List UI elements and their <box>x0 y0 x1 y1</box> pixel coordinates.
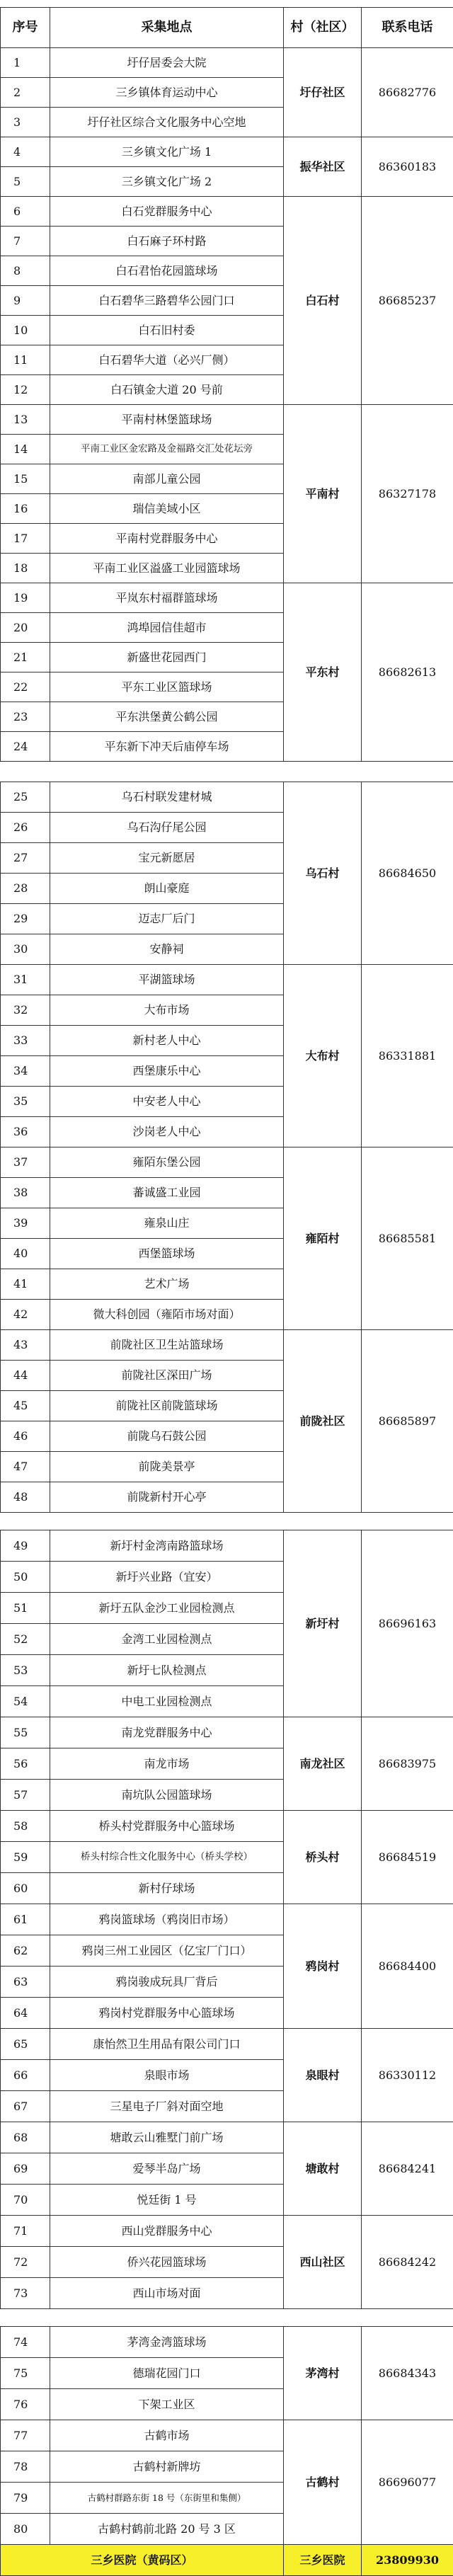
index-cell: 65 <box>1 2029 50 2060</box>
table-row <box>1 1330 453 1361</box>
location-cell: 平东新下冲天后庙停车场 <box>50 732 284 762</box>
index-cell: 71 <box>1 2216 50 2247</box>
index-cell: 38 <box>1 1178 50 1208</box>
location-cell: 雍陌东堡公园 <box>50 1147 284 1178</box>
index-cell: 48 <box>1 1482 50 1513</box>
location-cell: 新圩兴业路（宜安） <box>50 1562 284 1593</box>
location-cell: 塘敢云山雅墅门前广场 <box>50 2122 284 2153</box>
location-cell: 前陇乌石鼓公园 <box>50 1421 284 1452</box>
block-gap <box>0 2309 453 2326</box>
location-cell: 三乡镇文化广场 1 <box>50 137 284 167</box>
location-cell: 前陇美景亭 <box>50 1452 284 1482</box>
location-cell: 前陇社区卫生站篮球场 <box>50 1330 284 1361</box>
index-cell: 60 <box>1 1873 50 1904</box>
phone-cell: 86696163 <box>362 1530 453 1717</box>
village-cell: 塘敢村 <box>284 2122 362 2216</box>
location-cell: 新盛世花园西门 <box>50 643 284 672</box>
location-cell: 新圩五队金沙工业园检测点 <box>50 1593 284 1624</box>
table-block-3 <box>0 1530 453 2309</box>
index-cell: 10 <box>1 316 50 345</box>
index-cell: 8 <box>1 256 50 286</box>
index-cell: 14 <box>1 435 50 464</box>
table-header-row <box>1 8 453 48</box>
table-row <box>1 405 453 435</box>
location-cell: 古鹤村群路东街 18 号（东街里和集侧） <box>50 2483 284 2514</box>
location-cell: 三乡医院（黄码区） <box>1 2545 284 2576</box>
index-cell: 67 <box>1 2091 50 2122</box>
phone-cell: 86684242 <box>362 2216 453 2309</box>
location-cell: 沙岗老人中心 <box>50 1117 284 1147</box>
village-cell: 西山社区 <box>284 2216 362 2309</box>
location-cell: 蕃诚盛工业园 <box>50 1178 284 1208</box>
index-cell: 16 <box>1 494 50 524</box>
index-cell: 73 <box>1 2278 50 2309</box>
index-cell: 57 <box>1 1780 50 1811</box>
location-cell: 安静祠 <box>50 934 284 965</box>
location-cell: 南龙市场 <box>50 1748 284 1780</box>
index-cell: 44 <box>1 1361 50 1391</box>
page <box>0 7 453 2429</box>
table-row <box>1 137 453 167</box>
phone-cell: 86360183 <box>362 137 453 197</box>
village-cell: 圩仔社区 <box>284 48 362 137</box>
index-cell: 12 <box>1 375 50 405</box>
phone-cell: 86327178 <box>362 405 453 583</box>
location-cell: 平岚东村福群篮球场 <box>50 583 284 613</box>
index-cell: 43 <box>1 1330 50 1361</box>
index-cell: 6 <box>1 197 50 227</box>
village-cell: 桥头村 <box>284 1811 362 1904</box>
location-cell: 三乡镇体育运动中心 <box>50 78 284 108</box>
village-cell: 雍陌村 <box>284 1147 362 1330</box>
location-cell: 乌石沟仔尾公园 <box>50 813 284 843</box>
location-cell: 康怡然卫生用品有限公司门口 <box>50 2029 284 2060</box>
index-cell: 27 <box>1 843 50 874</box>
village-cell: 泉眼村 <box>284 2029 362 2122</box>
index-cell: 75 <box>1 2358 50 2389</box>
index-cell: 2 <box>1 78 50 108</box>
index-cell: 9 <box>1 286 50 316</box>
index-cell: 78 <box>1 2451 50 2483</box>
location-cell: 三星电子厂斜对面空地 <box>50 2091 284 2122</box>
index-cell: 34 <box>1 1056 50 1087</box>
header-location: 采集地点 <box>50 8 284 48</box>
village-cell: 古鹤村 <box>284 2420 362 2545</box>
index-cell: 18 <box>1 554 50 583</box>
index-cell: 80 <box>1 2514 50 2545</box>
table-block-2 <box>0 782 453 1513</box>
location-cell: 南坑队公园篮球场 <box>50 1780 284 1811</box>
location-cell: 平湖篮球场 <box>50 965 284 995</box>
location-cell: 下架工业区 <box>50 2389 284 2420</box>
index-cell: 23 <box>1 702 50 732</box>
location-cell: 白石党群服务中心 <box>50 197 284 227</box>
location-cell: 平东工业区篮球场 <box>50 672 284 702</box>
location-cell: 白石麻子环村路 <box>50 227 284 256</box>
location-cell: 朗山豪庭 <box>50 874 284 904</box>
location-cell: 泉眼市场 <box>50 2060 284 2091</box>
location-cell: 古鹤村鹤前北路 20 号 3 区 <box>50 2514 284 2545</box>
index-cell: 25 <box>1 782 50 813</box>
index-cell: 13 <box>1 405 50 435</box>
index-cell: 63 <box>1 1967 50 1998</box>
location-cell: 南部儿童公园 <box>50 464 284 494</box>
index-cell: 72 <box>1 2247 50 2278</box>
location-cell: 新圩七队检测点 <box>50 1655 284 1686</box>
village-cell: 大布村 <box>284 965 362 1147</box>
index-cell: 64 <box>1 1998 50 2029</box>
index-cell: 54 <box>1 1686 50 1717</box>
index-cell: 40 <box>1 1239 50 1269</box>
location-cell: 白石旧村委 <box>50 316 284 345</box>
index-cell: 28 <box>1 874 50 904</box>
table-row <box>1 965 453 995</box>
location-cell: 前陇新村开心亭 <box>50 1482 284 1513</box>
phone-cell: 86682776 <box>362 48 453 137</box>
index-cell: 56 <box>1 1748 50 1780</box>
table-row <box>1 2029 453 2060</box>
location-cell: 古鹤市场 <box>50 2420 284 2451</box>
location-cell: 西堡篮球场 <box>50 1239 284 1269</box>
index-cell: 70 <box>1 2185 50 2216</box>
index-cell: 69 <box>1 2153 50 2185</box>
phone-cell: 86330112 <box>362 2029 453 2122</box>
phone-cell: 23809930 <box>362 2545 453 2576</box>
index-cell: 22 <box>1 672 50 702</box>
index-cell: 30 <box>1 934 50 965</box>
phone-cell: 86682613 <box>362 583 453 762</box>
location-cell: 爱琴半岛广场 <box>50 2153 284 2185</box>
table-row <box>1 782 453 813</box>
location-cell: 白石碧华大道（必兴厂侧） <box>50 345 284 375</box>
index-cell: 66 <box>1 2060 50 2091</box>
index-cell: 19 <box>1 583 50 613</box>
index-cell: 41 <box>1 1269 50 1300</box>
index-cell: 11 <box>1 345 50 375</box>
phone-cell: 86685581 <box>362 1147 453 1330</box>
index-cell: 3 <box>1 108 50 137</box>
index-cell: 79 <box>1 2483 50 2514</box>
location-cell: 白石君怡花园篮球场 <box>50 256 284 286</box>
location-cell: 圩仔社区综合文化服务中心空地 <box>50 108 284 137</box>
location-cell: 平南工业区金宏路及金福路交汇处花坛旁 <box>50 435 284 464</box>
table-row <box>1 1904 453 1935</box>
location-cell: 前陇社区前陇篮球场 <box>50 1391 284 1421</box>
location-cell: 平南村林堡篮球场 <box>50 405 284 435</box>
phone-cell: 86684650 <box>362 782 453 965</box>
table-row <box>1 1147 453 1178</box>
location-cell: 西山党群服务中心 <box>50 2216 284 2247</box>
index-cell: 58 <box>1 1811 50 1842</box>
table-block-4 <box>0 2326 453 2576</box>
location-cell: 新村仔球场 <box>50 1873 284 1904</box>
location-cell: 西山市场对面 <box>50 2278 284 2309</box>
index-cell: 68 <box>1 2122 50 2153</box>
block-gap <box>0 762 453 782</box>
location-cell: 南龙党群服务中心 <box>50 1717 284 1748</box>
table-row <box>1 2545 453 2576</box>
location-cell: 茅湾金湾篮球场 <box>50 2327 284 2358</box>
index-cell: 50 <box>1 1562 50 1593</box>
table-row <box>1 1530 453 1562</box>
index-cell: 20 <box>1 613 50 643</box>
index-cell: 33 <box>1 1026 50 1056</box>
phone-cell: 86685897 <box>362 1330 453 1513</box>
index-cell: 46 <box>1 1421 50 1452</box>
table-row <box>1 2420 453 2451</box>
location-cell: 艺术广场 <box>50 1269 284 1300</box>
village-cell: 振华社区 <box>284 137 362 197</box>
location-cell: 乌石村联发建材城 <box>50 782 284 813</box>
location-cell: 西堡康乐中心 <box>50 1056 284 1087</box>
index-cell: 49 <box>1 1530 50 1562</box>
index-cell: 42 <box>1 1300 50 1330</box>
header-village: 村（社区） <box>284 8 362 48</box>
location-cell: 鸦岗村党群服务中心篮球场 <box>50 1998 284 2029</box>
location-cell: 鸦岗篮球场（鸦岗旧市场） <box>50 1904 284 1935</box>
phone-cell: 86683975 <box>362 1717 453 1811</box>
location-cell: 迈志厂后门 <box>50 904 284 934</box>
location-cell: 平南工业区溢盛工业园篮球场 <box>50 554 284 583</box>
location-cell: 金湾工业园检测点 <box>50 1624 284 1655</box>
index-cell: 24 <box>1 732 50 762</box>
location-cell: 悦廷街 1 号 <box>50 2185 284 2216</box>
location-cell: 新村老人中心 <box>50 1026 284 1056</box>
location-cell: 桥头村综合性文化服务中心（桥头学校） <box>50 1842 284 1873</box>
location-cell: 德瑞花园门口 <box>50 2358 284 2389</box>
phone-cell: 86696077 <box>362 2420 453 2545</box>
phone-cell: 86684519 <box>362 1811 453 1904</box>
location-cell: 鸦岗骏成玩具厂背后 <box>50 1967 284 1998</box>
location-cell: 瑞信美域小区 <box>50 494 284 524</box>
location-cell: 白石碧华三路碧华公园门口 <box>50 286 284 316</box>
location-cell: 侨兴花园篮球场 <box>50 2247 284 2278</box>
location-cell: 微大科创园（雍陌市场对面） <box>50 1300 284 1330</box>
table-row <box>1 2122 453 2153</box>
index-cell: 62 <box>1 1935 50 1967</box>
location-cell: 平东洪堡黄公鹤公园 <box>50 702 284 732</box>
table-row <box>1 197 453 227</box>
phone-cell: 86685237 <box>362 197 453 405</box>
index-cell: 31 <box>1 965 50 995</box>
index-cell: 7 <box>1 227 50 256</box>
phone-cell: 86684241 <box>362 2122 453 2216</box>
table-row <box>1 2327 453 2358</box>
village-cell: 白石村 <box>284 197 362 405</box>
index-cell: 17 <box>1 524 50 554</box>
village-cell: 茅湾村 <box>284 2327 362 2420</box>
index-cell: 21 <box>1 643 50 672</box>
index-cell: 36 <box>1 1117 50 1147</box>
phone-cell: 86684343 <box>362 2327 453 2420</box>
location-cell: 桥头村党群服务中心篮球场 <box>50 1811 284 1842</box>
location-cell: 白石镇金大道 20 号前 <box>50 375 284 405</box>
table-row <box>1 2216 453 2247</box>
location-cell: 前陇社区深田广场 <box>50 1361 284 1391</box>
header-phone: 联系电话 <box>362 8 453 48</box>
table-block-1 <box>0 7 453 762</box>
village-cell: 三乡医院 <box>284 2545 362 2576</box>
location-cell: 圩仔居委会大院 <box>50 48 284 78</box>
table-row <box>1 583 453 613</box>
village-cell: 平南村 <box>284 405 362 583</box>
location-cell: 宝元新愿居 <box>50 843 284 874</box>
index-cell: 35 <box>1 1087 50 1117</box>
village-cell: 新圩村 <box>284 1530 362 1717</box>
location-cell: 古鹤村新牌坊 <box>50 2451 284 2483</box>
index-cell: 51 <box>1 1593 50 1624</box>
index-cell: 26 <box>1 813 50 843</box>
village-cell: 鸦岗村 <box>284 1904 362 2029</box>
table-row <box>1 48 453 78</box>
index-cell: 52 <box>1 1624 50 1655</box>
village-cell: 乌石村 <box>284 782 362 965</box>
location-cell: 鸦岗三州工业园区（亿宝厂门口） <box>50 1935 284 1967</box>
index-cell: 39 <box>1 1208 50 1239</box>
index-cell: 61 <box>1 1904 50 1935</box>
phone-cell: 86684400 <box>362 1904 453 2029</box>
index-cell: 74 <box>1 2327 50 2358</box>
location-cell: 三乡镇文化广场 2 <box>50 167 284 197</box>
index-cell: 4 <box>1 137 50 167</box>
location-cell: 雍泉山庄 <box>50 1208 284 1239</box>
village-cell: 平东村 <box>284 583 362 762</box>
block-gap <box>0 1513 453 1530</box>
index-cell: 55 <box>1 1717 50 1748</box>
index-cell: 76 <box>1 2389 50 2420</box>
index-cell: 77 <box>1 2420 50 2451</box>
location-cell: 中电工业园检测点 <box>50 1686 284 1717</box>
index-cell: 53 <box>1 1655 50 1686</box>
location-cell: 平南村党群服务中心 <box>50 524 284 554</box>
index-cell: 37 <box>1 1147 50 1178</box>
location-cell: 大布市场 <box>50 995 284 1026</box>
index-cell: 59 <box>1 1842 50 1873</box>
location-cell: 鸿埠园信佳超市 <box>50 613 284 643</box>
phone-cell: 86331881 <box>362 965 453 1147</box>
location-cell: 中安老人中心 <box>50 1087 284 1117</box>
village-cell: 前陇社区 <box>284 1330 362 1513</box>
index-cell: 29 <box>1 904 50 934</box>
table-row <box>1 1717 453 1748</box>
village-cell: 南龙社区 <box>284 1717 362 1811</box>
index-cell: 45 <box>1 1391 50 1421</box>
index-cell: 47 <box>1 1452 50 1482</box>
index-cell: 15 <box>1 464 50 494</box>
index-cell: 1 <box>1 48 50 78</box>
table-row <box>1 1811 453 1842</box>
index-cell: 5 <box>1 167 50 197</box>
index-cell: 32 <box>1 995 50 1026</box>
location-cell: 新圩村金湾南路篮球场 <box>50 1530 284 1562</box>
header-index: 序号 <box>1 8 50 48</box>
